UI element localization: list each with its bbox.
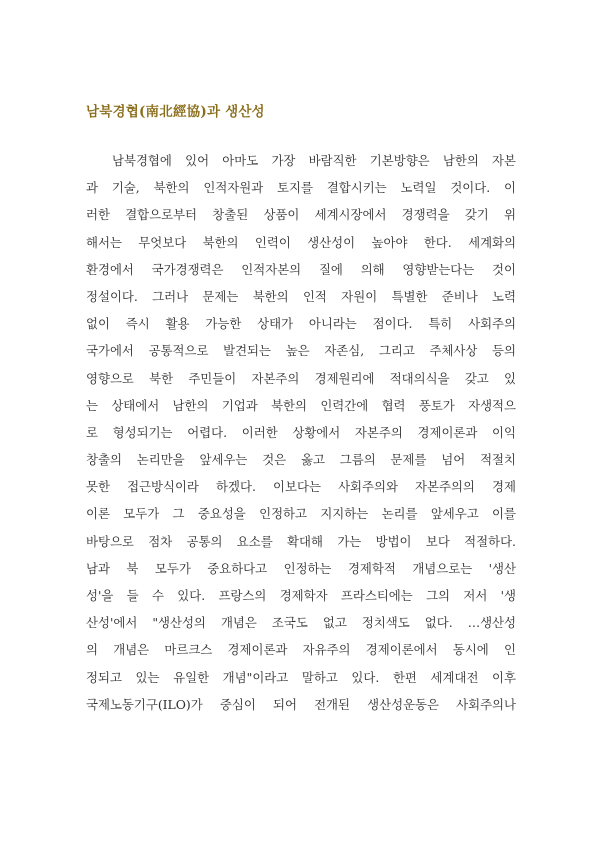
- text-line: 영향으로 북한 주민들이 자본주의 경제원리에 적대의식을 갖고 있: [86, 370, 516, 386]
- text-line: 산성'에서 "생산성의 개념은 조국도 없고 정치색도 없다. …생산성: [86, 615, 516, 631]
- text-line: 정설이다. 그러나 문제는 북한의 인적 자원이 특별한 준비나 노력: [86, 288, 516, 304]
- text-line: 이론 모두가 그 중요성을 인정하고 지지하는 논리를 앞세우고 이를: [86, 506, 516, 522]
- text-line: 없이 즉시 활용 가능한 상태가 아니라는 점이다. 특히 사회주의: [86, 316, 516, 332]
- text-line: 국가에서 공통적으로 발견되는 높은 자존심, 그리고 주체사상 등의: [86, 343, 516, 359]
- text-line: 못한 접근방식이라 하겠다. 이보다는 사회주의와 자본주의의 경제: [86, 479, 516, 495]
- text-line: 정되고 있는 유일한 개념"이라고 말하고 있다. 한편 세계대전 이후: [86, 669, 516, 685]
- text-line: 창출의 논리만을 앞세우는 것은 옳고 그름의 문제를 넘어 적절치: [86, 452, 516, 468]
- text-line: 환경에서 국가경쟁력은 인적자본의 질에 의해 영향받는다는 것이: [86, 261, 516, 277]
- text-line: 바탕으로 점차 공통의 요소를 확대해 가는 방법이 보다 적절하다.: [86, 533, 516, 549]
- text-line: 남북경협에 있어 아마도 가장 바람직한 기본방향은 남한의 자본: [112, 153, 516, 168]
- text-line: 러한 결합으로부터 창출된 상품이 세계시장에서 경쟁력을 갖기 위: [86, 207, 516, 223]
- section-heading: 남북경협(南北經協)과 생산성: [86, 104, 265, 120]
- text-line: 로 형성되기는 어렵다. 이러한 상황에서 자본주의 경제이론과 이익: [86, 424, 516, 440]
- text-line: 는 상태에서 남한의 기업과 북한의 인력간에 협력 풍토가 자생적으: [86, 397, 516, 413]
- text-line: 남과 북 모두가 중요하다고 인정하는 경제학적 개념으로는 '생산: [86, 560, 516, 576]
- body-paragraph: [86, 147, 516, 718]
- text-line: 과 기술, 북한의 인적자원과 토지를 결합시키는 노력일 것이다. 이: [86, 180, 516, 196]
- text-line: 국제노동기구(ILO)가 중심이 되어 전개된 생산성운동은 사회주의나: [86, 696, 516, 712]
- text-line: 해서는 무엇보다 북한의 인력이 생산성이 높아야 한다. 세계화의: [86, 234, 516, 250]
- text-line: 성'을 들 수 있다. 프랑스의 경제학자 프라스티에는 그의 저서 '생: [86, 588, 516, 603]
- text-line: 의 개념은 마르크스 경제이론과 자유주의 경제이론에서 동시에 인: [86, 642, 516, 658]
